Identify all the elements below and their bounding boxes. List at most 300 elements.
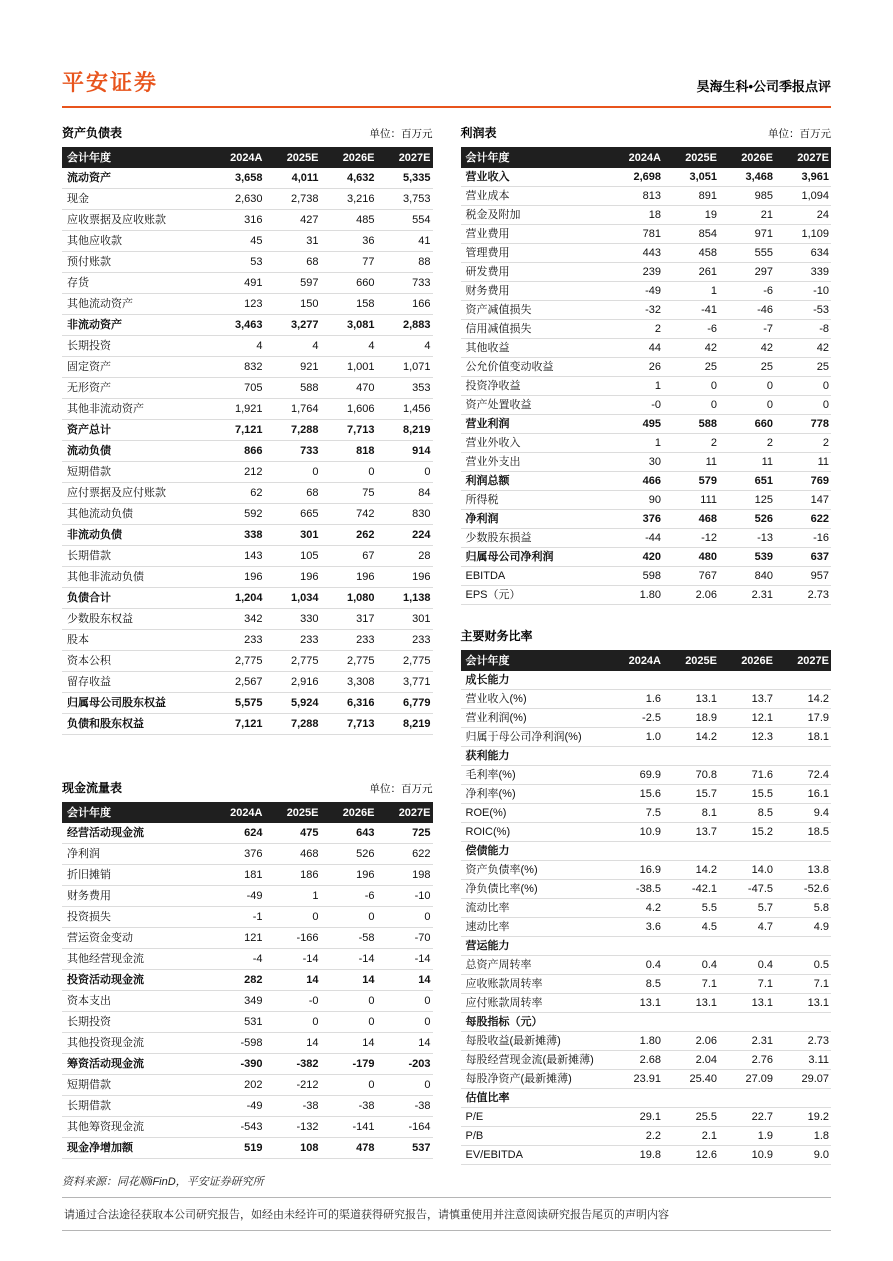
row-value: 3,961: [801, 171, 829, 183]
table-row: [62, 567, 433, 588]
row-value: [663, 749, 719, 763]
table-row: [461, 396, 832, 415]
table-row: [461, 320, 832, 339]
row-value: 27.09: [745, 1073, 773, 1085]
row-value: 14: [362, 974, 375, 986]
row-value: 0: [424, 995, 431, 1007]
row-value: 8.1: [701, 807, 717, 819]
row-value: -390: [240, 1058, 263, 1070]
row-label: 筹资活动现金流: [67, 1058, 144, 1070]
row-value: 42: [760, 342, 773, 354]
row-value: -2.5: [642, 712, 661, 724]
row-value: 1,204: [234, 592, 263, 604]
table-row: [461, 168, 832, 187]
row-value: 4: [424, 340, 431, 352]
row-value: -58: [358, 932, 375, 944]
row-value: 6,316: [346, 697, 375, 709]
row-value: 111: [700, 494, 717, 506]
row-value: -132: [296, 1121, 319, 1133]
row-value: -166: [296, 932, 319, 944]
column-header-year: 2025E: [685, 151, 717, 164]
column-header-label: 会计年度: [465, 151, 510, 164]
table-row: [461, 1108, 832, 1127]
row-value: 778: [810, 418, 829, 430]
row-value: 2.04: [695, 1054, 717, 1066]
row-label: 长期投资: [67, 1016, 111, 1028]
row-value: -44: [645, 532, 661, 544]
row-value: 0.5: [813, 959, 829, 971]
row-value: 233: [356, 634, 375, 646]
row-value: 588: [300, 382, 319, 394]
row-label: 信用减值损失: [465, 323, 532, 335]
table-row: [62, 483, 433, 504]
row-value: 519: [244, 1142, 263, 1154]
row-value: 150: [300, 298, 319, 310]
row-value: -38: [414, 1100, 431, 1112]
row-value: 3,277: [290, 319, 319, 331]
table-row: [461, 529, 832, 548]
row-value: 88: [418, 256, 431, 268]
row-value: 0.4: [757, 959, 773, 971]
row-value: 1: [654, 437, 661, 449]
table-row: [62, 1075, 433, 1096]
row-value: [719, 939, 775, 953]
row-label: 净负债比率(%): [465, 883, 538, 895]
source-note: 资料来源：同花顺iFinD，平安证券研究所: [62, 1176, 264, 1188]
row-label: 应付账款周转率: [465, 997, 543, 1009]
table-row: [62, 336, 433, 357]
table-row: [461, 415, 832, 434]
row-value: 7.1: [757, 978, 773, 990]
row-label: 短期借款: [67, 1079, 111, 1091]
table-row: [461, 747, 832, 766]
row-value: 1.80: [639, 1035, 661, 1047]
table-row: [62, 168, 433, 189]
row-value: -47.5: [747, 883, 773, 895]
table-header-row: [62, 147, 433, 168]
row-value: [775, 1091, 831, 1105]
table-title: 资产负债表: [62, 126, 123, 140]
table-row: [461, 225, 832, 244]
row-value: 485: [356, 214, 375, 226]
table-row: [62, 189, 433, 210]
row-value: 123: [244, 298, 263, 310]
table-row: [461, 301, 832, 320]
row-value: 16.1: [807, 788, 829, 800]
row-value: 4.5: [701, 921, 717, 933]
row-value: 854: [698, 228, 717, 240]
table-body: [62, 823, 433, 1159]
table-unit-label: 单位：百万元: [369, 128, 433, 140]
row-value: 622: [810, 513, 829, 525]
row-value: 376: [642, 513, 661, 525]
row-value: 44: [648, 342, 661, 354]
table-header-row: [62, 802, 433, 823]
row-label: 非流动资产: [67, 319, 122, 331]
table-row: [461, 1051, 832, 1070]
row-value: 588: [698, 418, 717, 430]
row-value: 7.1: [813, 978, 829, 990]
column-header-year: 2026E: [342, 806, 375, 819]
row-label: 其他应收款: [67, 235, 122, 247]
row-label: 营业利润: [465, 418, 510, 430]
row-value: 0: [822, 399, 829, 411]
row-value: 5.5: [701, 902, 717, 914]
row-value: -0: [651, 399, 661, 411]
row-label: 应收票据及应收账款: [67, 214, 166, 226]
row-value: 42: [704, 342, 717, 354]
row-value: -53: [813, 304, 829, 316]
table-row: [461, 434, 832, 453]
row-value: 2.31: [751, 589, 773, 601]
row-value: [775, 939, 831, 953]
row-value: 468: [698, 513, 717, 525]
row-value: 8,219: [402, 718, 431, 730]
row-value: 25: [760, 361, 773, 373]
row-value: 2.06: [695, 1035, 717, 1047]
row-label: EBITDA: [465, 570, 506, 582]
row-label: 财务费用: [465, 285, 510, 297]
row-label: P/B: [465, 1130, 484, 1142]
row-value: 7,713: [346, 424, 375, 436]
table-row: [461, 206, 832, 225]
row-value: -141: [352, 1121, 375, 1133]
row-value: 1,606: [346, 403, 375, 415]
row-label: 税金及附加: [465, 209, 521, 221]
row-value: 643: [356, 827, 375, 839]
row-value: 77: [362, 256, 375, 268]
row-label: 资产总计: [67, 424, 111, 436]
row-value: 14: [306, 1037, 319, 1049]
row-value: [663, 1091, 719, 1105]
footer-disclaimer: 请通过合法途径获取本公司研究报告，如经由未经许可的渠道获得研究报告，请慎重使用并注意阅读研究报告尾页的声明内容: [62, 1197, 831, 1231]
row-value: 19.2: [807, 1111, 829, 1123]
table-row: [62, 714, 433, 735]
row-value: [607, 1091, 663, 1105]
row-label: 净利率(%): [465, 788, 516, 800]
row-value: 297: [754, 266, 773, 278]
row-value: 832: [244, 361, 263, 373]
table-row: [461, 1146, 832, 1165]
row-label: 少数股东损益: [465, 532, 532, 544]
table-row: [461, 548, 832, 567]
row-value: 0: [368, 995, 375, 1007]
row-value: [775, 673, 831, 687]
row-label: 所得税: [465, 494, 499, 506]
column-header-label: 会计年度: [67, 806, 111, 819]
table-row: [62, 315, 433, 336]
row-value: 634: [810, 247, 829, 259]
table-row: [62, 949, 433, 970]
row-value: 3.11: [808, 1054, 829, 1066]
row-value: 0: [368, 911, 375, 923]
row-value: [775, 749, 831, 763]
row-value: 1: [312, 890, 319, 902]
row-label: 其他筹资现金流: [67, 1121, 144, 1133]
row-label: 营业外收入: [465, 437, 521, 449]
row-value: 4: [312, 340, 319, 352]
row-value: 282: [244, 974, 263, 986]
row-value: 2,775: [234, 655, 263, 667]
row-value: 5,575: [234, 697, 263, 709]
row-value: 7,288: [290, 718, 319, 730]
row-label: 现金: [67, 193, 89, 205]
row-value: 301: [300, 529, 319, 541]
row-value: -41: [701, 304, 717, 316]
row-value: 1,080: [346, 592, 375, 604]
row-label: 资产减值损失: [465, 304, 532, 316]
row-value: 14.0: [751, 864, 773, 876]
row-value: 26: [648, 361, 661, 373]
row-value: 0.4: [645, 959, 661, 971]
table-row: [62, 1096, 433, 1117]
row-value: 5,924: [290, 697, 319, 709]
row-value: 624: [244, 827, 263, 839]
row-value: 196: [356, 571, 375, 583]
row-value: 13.8: [807, 864, 829, 876]
row-value: 7,288: [290, 424, 319, 436]
row-value: 526: [754, 513, 773, 525]
row-value: 1,138: [402, 592, 431, 604]
row-value: 2.2: [645, 1130, 661, 1142]
row-value: 767: [698, 570, 717, 582]
row-value: 1.8: [813, 1130, 829, 1142]
income-statement-table: [461, 124, 832, 605]
row-label: 投资损失: [67, 911, 111, 923]
row-value: 12.3: [751, 731, 773, 743]
row-value: 143: [244, 550, 263, 562]
table-row: [461, 937, 832, 956]
row-value: 971: [754, 228, 773, 240]
column-header-year: 2027E: [797, 654, 829, 667]
row-label: 应付票据及应付账款: [67, 487, 166, 499]
row-value: 1: [654, 380, 661, 392]
table-row: [461, 377, 832, 396]
row-value: 24: [816, 209, 829, 221]
row-value: 0: [766, 399, 773, 411]
row-value: 196: [244, 571, 263, 583]
row-value: 597: [300, 277, 319, 289]
column-header-year: 2024A: [230, 151, 263, 164]
row-value: 16.9: [639, 864, 661, 876]
row-label: 净利润: [67, 848, 100, 860]
row-value: 353: [412, 382, 431, 394]
column-header-year: 2027E: [797, 151, 829, 164]
row-value: 0: [424, 1016, 431, 1028]
row-value: 5,335: [402, 172, 431, 184]
row-value: 13.1: [807, 997, 829, 1009]
row-label: 负债合计: [67, 592, 111, 604]
row-label: 管理费用: [465, 247, 510, 259]
row-value: 15.2: [751, 826, 773, 838]
row-value: 13.1: [751, 997, 773, 1009]
row-value: 8.5: [757, 807, 773, 819]
row-value: 90: [648, 494, 661, 506]
column-header-label: 会计年度: [465, 654, 510, 667]
table-body: [62, 168, 433, 735]
row-value: -598: [240, 1037, 263, 1049]
row-value: 14.2: [807, 693, 829, 705]
table-row: [461, 842, 832, 861]
row-value: 196: [412, 571, 431, 583]
table-row: [62, 651, 433, 672]
table-row: [461, 956, 832, 975]
row-label: EPS（元）: [465, 589, 521, 601]
row-value: 495: [642, 418, 661, 430]
row-value: 17.9: [807, 712, 829, 724]
table-row: [62, 252, 433, 273]
row-value: [719, 1015, 775, 1029]
row-value: 7,121: [234, 424, 263, 436]
row-label: 营运能力: [465, 940, 510, 952]
row-label: 流动资产: [67, 172, 111, 184]
row-label: 营业外支出: [465, 456, 521, 468]
row-value: [719, 749, 775, 763]
row-value: 42: [816, 342, 829, 354]
row-value: 1,094: [801, 190, 829, 202]
table-row: [461, 690, 832, 709]
row-value: 71.6: [751, 769, 773, 781]
table-row: [461, 671, 832, 690]
table-row: [461, 491, 832, 510]
row-value: 2: [710, 437, 717, 449]
row-value: 2.06: [695, 589, 717, 601]
row-value: -16: [813, 532, 829, 544]
row-label: 每股收益(最新摊薄): [465, 1035, 561, 1047]
row-value: 18.9: [695, 712, 717, 724]
row-value: 25: [816, 361, 829, 373]
table-row: [461, 358, 832, 377]
row-value: 458: [698, 247, 717, 259]
row-value: 15.6: [639, 788, 661, 800]
row-value: 8,219: [402, 424, 431, 436]
balance-sheet-table: [62, 124, 433, 735]
row-value: -10: [414, 890, 431, 902]
row-value: 2.1: [701, 1130, 717, 1142]
row-value: 18: [648, 209, 661, 221]
report-tag: 昊海生科•公司季报点评: [696, 79, 831, 94]
table-row: [62, 1012, 433, 1033]
row-label: 预付账款: [67, 256, 111, 268]
row-value: 233: [244, 634, 263, 646]
row-label: 公允价值变动收益: [465, 361, 554, 373]
row-value: 7.5: [645, 807, 661, 819]
header-divider: [62, 106, 831, 108]
row-value: 23.91: [633, 1073, 661, 1085]
row-label: 长期投资: [67, 340, 111, 352]
row-value: 108: [300, 1142, 319, 1154]
brand-logo: 平安证券: [62, 70, 159, 95]
row-value: 427: [300, 214, 319, 226]
table-row: [461, 510, 832, 529]
row-value: -10: [813, 285, 829, 297]
row-value: 12.1: [751, 712, 773, 724]
row-value: -38: [358, 1100, 375, 1112]
row-value: 818: [356, 445, 375, 457]
row-value: [719, 673, 775, 687]
row-value: 21: [760, 209, 773, 221]
row-value: 866: [244, 445, 263, 457]
row-value: -8: [819, 323, 829, 335]
row-value: 14: [306, 974, 319, 986]
row-label: 偿债能力: [465, 845, 510, 857]
row-value: 349: [244, 995, 263, 1007]
row-value: -49: [246, 890, 263, 902]
row-label: 净利润: [465, 513, 499, 525]
row-value: 5.7: [757, 902, 773, 914]
row-value: 420: [642, 551, 661, 563]
row-label: 营业费用: [465, 228, 510, 240]
row-value: 2,630: [234, 193, 263, 205]
row-value: 2: [654, 323, 661, 335]
row-value: 262: [356, 529, 375, 541]
table-row: [62, 399, 433, 420]
row-value: 75: [362, 487, 375, 499]
two-column-layout: [62, 124, 831, 1189]
row-value: 2,775: [290, 655, 319, 667]
row-label: 经营活动现金流: [67, 827, 144, 839]
row-value: 84: [418, 487, 431, 499]
row-label: 负债和股东权益: [67, 718, 144, 730]
row-value: 25: [704, 361, 717, 373]
row-value: [663, 673, 719, 687]
row-label: ROIC(%): [465, 826, 511, 838]
row-value: 733: [300, 445, 319, 457]
row-label: 财务费用: [67, 890, 111, 902]
row-value: 2,775: [346, 655, 375, 667]
row-value: 443: [642, 247, 661, 259]
row-value: 1.6: [645, 693, 661, 705]
row-value: 13.1: [695, 997, 717, 1009]
row-value: 6,779: [402, 697, 431, 709]
row-value: 1,001: [346, 361, 375, 373]
table-unit-label: 单位：百万元: [768, 128, 831, 140]
row-value: 891: [698, 190, 717, 202]
row-value: 1.0: [645, 731, 661, 743]
row-value: -14: [414, 953, 431, 965]
row-value: 2,738: [290, 193, 319, 205]
table-row: [62, 441, 433, 462]
row-value: 316: [244, 214, 263, 226]
row-value: -14: [302, 953, 319, 965]
row-value: 202: [244, 1079, 263, 1091]
row-value: 4,011: [291, 172, 319, 184]
table-row: [62, 886, 433, 907]
row-value: 3,308: [346, 676, 375, 688]
row-value: 531: [244, 1016, 263, 1028]
table-row: [62, 609, 433, 630]
column-header-year: 2025E: [685, 654, 717, 667]
row-value: 10.9: [639, 826, 661, 838]
row-value: -49: [246, 1100, 263, 1112]
column-header-year: 2025E: [286, 806, 319, 819]
row-value: -7: [763, 323, 773, 335]
row-label: 研发费用: [465, 266, 510, 278]
table-row: [62, 588, 433, 609]
row-value: 1.9: [757, 1130, 773, 1142]
row-value: 0.4: [701, 959, 717, 971]
row-value: 233: [412, 634, 431, 646]
table-row: [461, 1070, 832, 1089]
row-label: 速动比率: [465, 921, 510, 933]
row-value: 13.7: [695, 826, 717, 838]
row-value: 705: [244, 382, 263, 394]
row-value: 914: [412, 445, 431, 457]
row-value: -14: [358, 953, 375, 965]
row-label: 毛利率(%): [465, 769, 516, 781]
row-value: -70: [414, 932, 431, 944]
row-value: -203: [408, 1058, 431, 1070]
